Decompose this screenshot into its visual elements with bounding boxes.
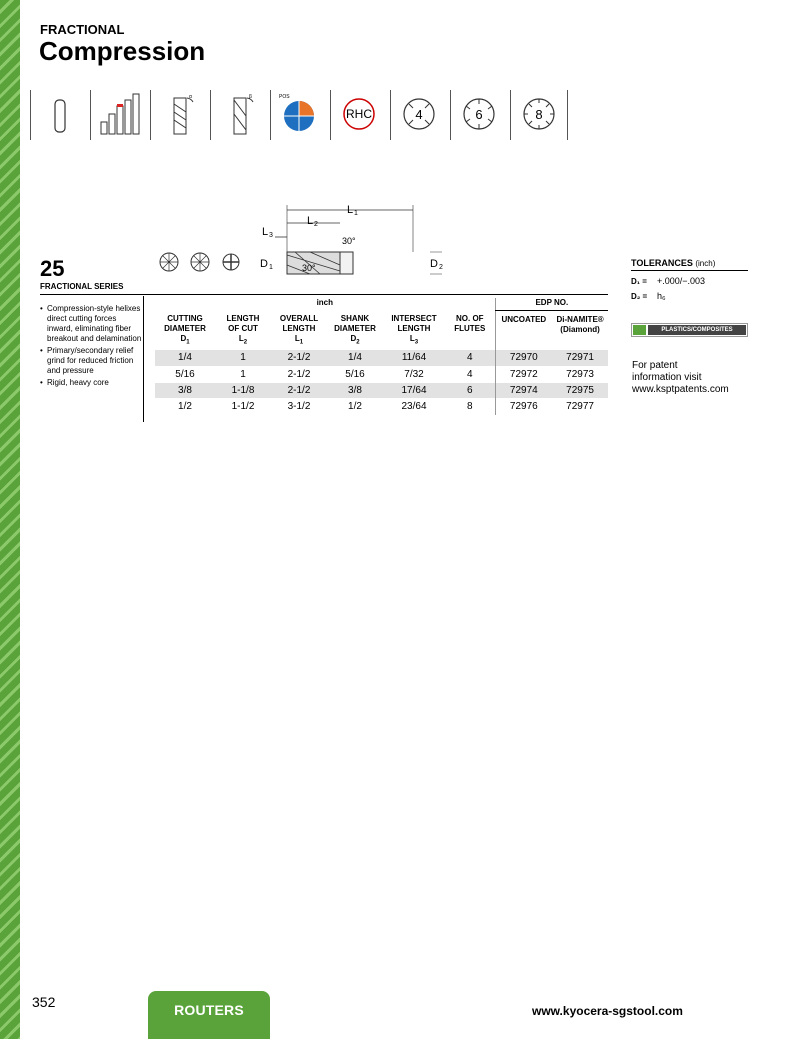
column-header: SHANK DIAMETER $D_2$	[334, 314, 376, 346]
column-header: UNCOATED	[495, 310, 552, 350]
table-cell: 3/8	[155, 382, 215, 398]
table-cell: 6	[445, 382, 495, 398]
svg-text:1: 1	[269, 264, 273, 271]
length-series-icon	[90, 90, 148, 140]
column-header: LENGTH OF CUT $L_2$	[226, 314, 260, 346]
table-cell: 72976	[495, 398, 552, 414]
material-badge	[631, 323, 748, 337]
column-header: OVERALL LENGTH $L_1$	[279, 314, 319, 346]
svg-text:2: 2	[314, 221, 318, 228]
column-header: CUTTING DIAMETER $D_1$	[164, 314, 206, 346]
shank-icon	[30, 90, 88, 140]
feature-item: • Compression-style helixes direct cutting forces inward, eliminating fiber breakout and delamination	[40, 304, 144, 344]
flute-count-6-icon	[450, 90, 508, 140]
table-cell: 2-1/2	[271, 382, 327, 398]
table-cell: 17/64	[383, 382, 445, 398]
table-cell: 2-1/2	[287, 368, 311, 380]
table-row	[155, 350, 608, 366]
feature-list	[40, 304, 144, 390]
divider	[40, 294, 608, 295]
svg-text:4: 4	[415, 107, 423, 122]
tolerances-title: TOLERANCES (inch)	[631, 258, 716, 268]
helix-steep-icon	[210, 90, 268, 140]
svg-text:L: L	[307, 215, 314, 227]
material-label: PLASTICS/COMPOSITES	[648, 325, 746, 335]
footer-url[interactable]: www.kyocera-sgstool.com	[532, 1004, 683, 1018]
patent-info: For patent information visit www.ksptpatents.com	[632, 360, 752, 396]
table-cell: 1/2	[348, 400, 362, 412]
end-view-6-flute-icon	[191, 253, 209, 271]
divider	[631, 270, 748, 271]
page-title: Compression	[39, 36, 206, 66]
material-swatch	[633, 325, 646, 335]
tool-dimension-diagram	[150, 195, 460, 275]
flute-count-8-icon	[510, 90, 568, 140]
helix-icon	[150, 90, 208, 140]
table-cell: 1/2	[178, 400, 192, 412]
table-cell: 1-1/8	[215, 382, 271, 398]
svg-text:30°: 30°	[342, 236, 356, 246]
product-table	[155, 298, 608, 415]
table-cell: 5/16	[175, 368, 195, 380]
table-cell: 1	[240, 368, 246, 380]
table-cell: 5/16	[345, 368, 365, 380]
positive-rake-icon	[270, 90, 328, 140]
svg-text:D: D	[430, 258, 438, 270]
table-cell: 8	[467, 400, 473, 412]
feature-item: • Rigid, heavy core	[40, 378, 144, 388]
table-row	[155, 382, 608, 398]
svg-text:2: 2	[439, 264, 443, 271]
side-stripe	[0, 0, 20, 1039]
table-cell: 4	[445, 350, 495, 366]
svg-text:α: α	[189, 94, 192, 100]
patent-link[interactable]: www.ksptpatents.com	[632, 384, 729, 395]
series-number: 25	[40, 256, 65, 281]
svg-text:1: 1	[354, 210, 358, 217]
table-cell: 72972	[495, 366, 552, 382]
category-label: FRACTIONAL	[40, 22, 125, 37]
table-row	[155, 366, 608, 382]
svg-text:30°: 30°	[302, 263, 316, 273]
svg-text:L: L	[347, 204, 354, 216]
table-cell: 72974	[495, 382, 552, 398]
svg-text:6: 6	[475, 107, 483, 122]
svg-text:β: β	[249, 94, 252, 100]
table-cell: 72973	[566, 368, 594, 380]
svg-text:3: 3	[269, 232, 273, 239]
column-header: Di-NAMITE® (Diamond)	[556, 314, 604, 334]
series-label: FRACTIONAL SERIES	[40, 282, 124, 291]
feature-item: • Primary/secondary relief grind for reduced friction and pressure	[40, 346, 144, 376]
tolerance-d1: D₁ = +.000/−.003	[631, 276, 706, 286]
table-cell: 1	[215, 350, 271, 366]
section-tab: ROUTERS	[148, 991, 270, 1039]
column-header: INTERSECT LENGTH $L_3$	[391, 314, 437, 346]
column-header: NO. OF FLUTES	[454, 314, 486, 333]
svg-text:8: 8	[535, 107, 543, 122]
svg-text:POS: POS	[279, 94, 290, 100]
tolerance-d2: D₂ = h₆	[631, 291, 666, 301]
table-cell: 72970	[495, 350, 552, 366]
unit-header: inch	[316, 298, 334, 307]
svg-text:D: D	[260, 258, 268, 270]
table-cell: 11/64	[383, 350, 445, 366]
feature-icon-strip	[30, 90, 570, 140]
svg-text:L: L	[262, 226, 269, 238]
table-cell: 23/64	[401, 400, 427, 412]
table-cell: 4	[467, 368, 473, 380]
table-cell: 1/4	[327, 350, 383, 366]
table-cell: 1/4	[155, 350, 215, 366]
divider	[143, 296, 144, 422]
end-view-4-flute-icon	[160, 253, 178, 271]
edp-header: EDP NO.	[495, 298, 608, 310]
table-cell: 1-1/2	[231, 400, 255, 412]
page-number: 352	[32, 994, 56, 1010]
table-cell: 3-1/2	[287, 400, 311, 412]
right-hand-cut-icon	[330, 90, 388, 140]
table-cell: 72975	[552, 382, 608, 398]
table-cell: 2-1/2	[271, 350, 327, 366]
end-view-8-flute-icon	[223, 254, 239, 270]
table-cell: 7/32	[404, 368, 424, 380]
table-cell: 72971	[552, 350, 608, 366]
table-cell: 3/8	[327, 382, 383, 398]
table-row	[155, 398, 608, 414]
flute-count-4-icon	[390, 90, 448, 140]
svg-text:RHC: RHC	[346, 107, 372, 121]
table-cell: 72977	[566, 400, 594, 412]
